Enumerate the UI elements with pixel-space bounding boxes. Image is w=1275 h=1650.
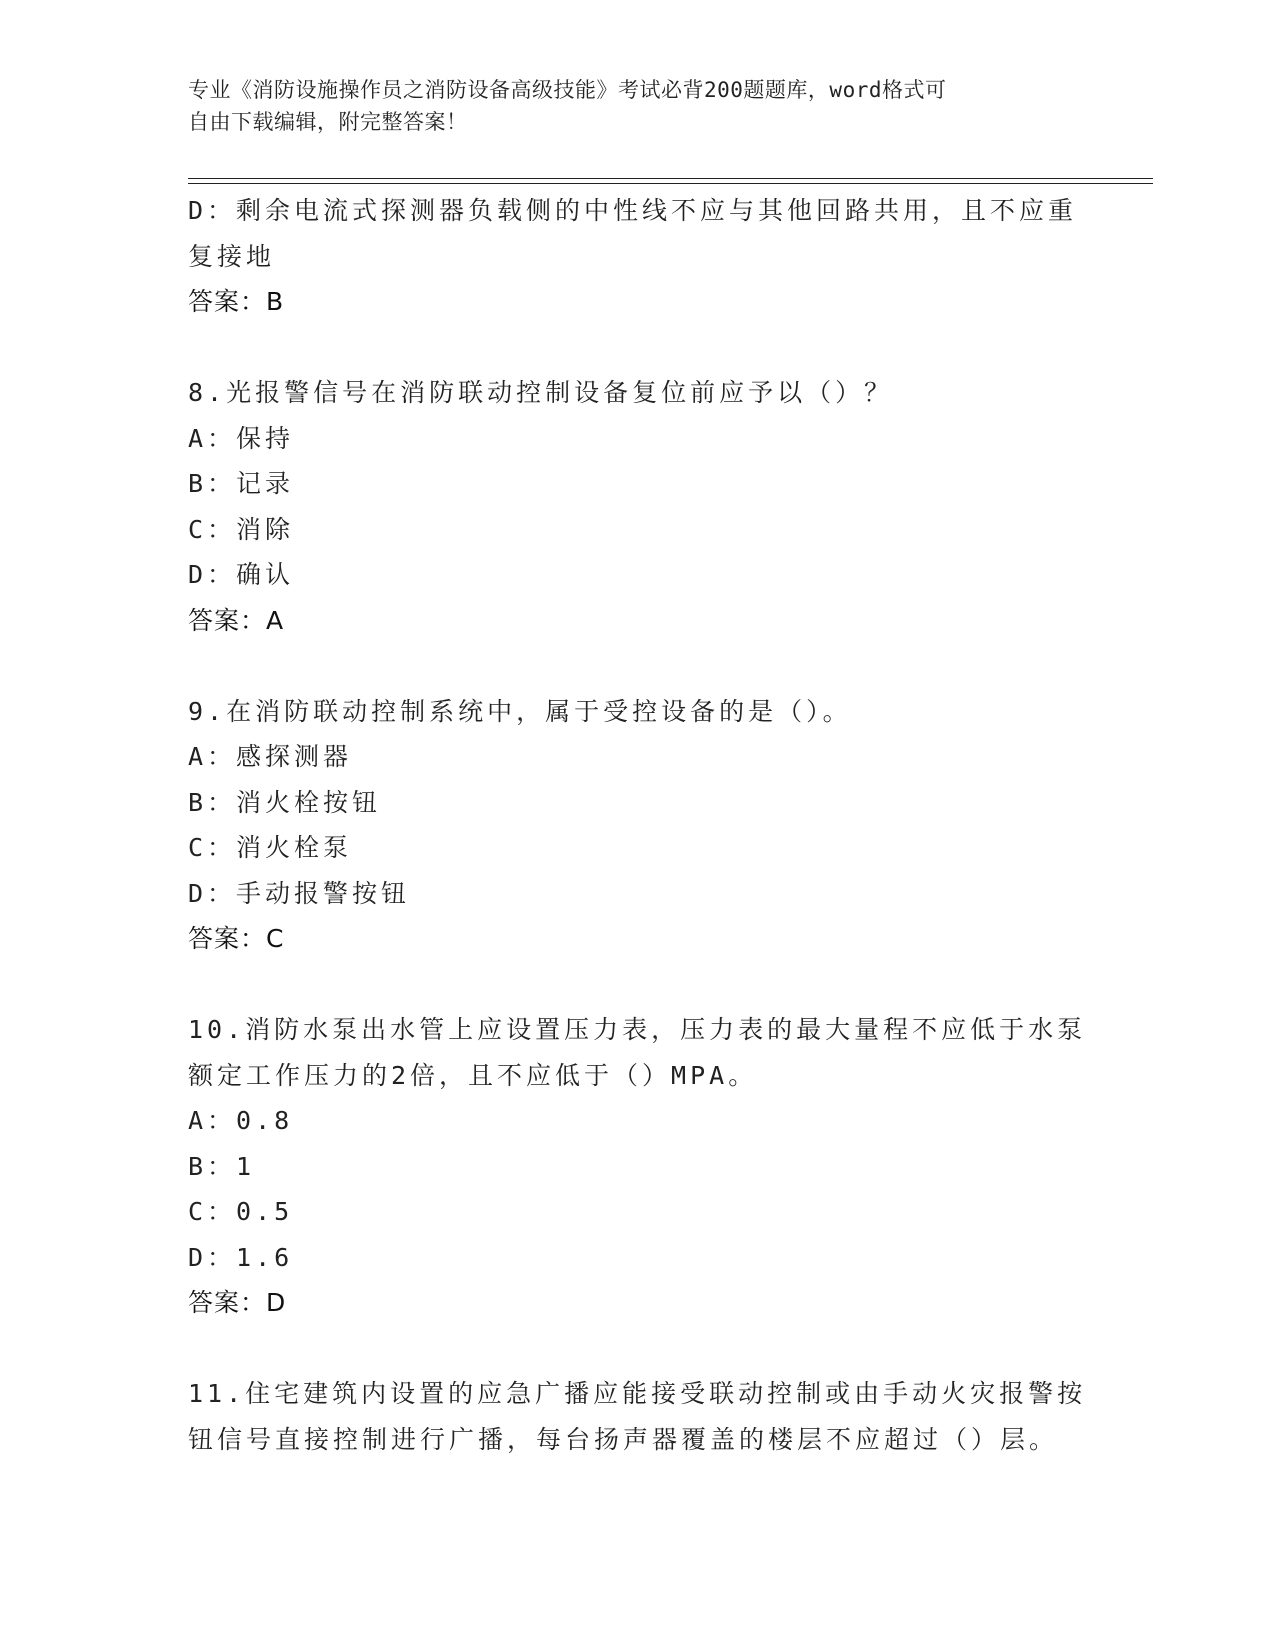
option-b: B：消火栓按钮 <box>188 787 382 817</box>
option-a: A：感探测器 <box>188 742 353 771</box>
answer-line: 答案：A <box>188 605 285 635</box>
answer-line: 答案：B <box>188 287 285 316</box>
option-d: D：剩余电流式探测器负载侧的中性线不应与其他回路共用，且不应重 <box>188 196 1078 225</box>
spacer <box>188 325 1088 371</box>
option-d: D：1.6 <box>188 1242 294 1272</box>
question-block-9 <box>188 689 1088 962</box>
header-line-2: 自由下载编辑，附完整答案！ <box>188 110 468 134</box>
question-block-10 <box>188 1007 1088 1326</box>
option-c: C：消火栓泵 <box>188 833 353 862</box>
answer-line: 答案：C <box>188 924 285 953</box>
question-text: 8.光报警信号在消防联动控制设备复位前应予以（）？ <box>188 378 894 407</box>
header-divider-top <box>188 178 1153 179</box>
option-d: D：确认 <box>188 560 295 589</box>
question-text-continued: 额定工作压力的2倍，且不应低于（）MPA。 <box>188 1060 758 1090</box>
option-a: A：保持 <box>188 423 295 453</box>
option-c: C：0.5 <box>188 1197 294 1226</box>
option-a: A：0.8 <box>188 1106 294 1135</box>
question-text: 10.消防水泵出水管上应设置压力表，压力表的最大量程不应低于水泵 <box>188 1015 1087 1044</box>
option-d-continued: 复接地 <box>188 241 276 271</box>
option-b: B：记录 <box>188 469 295 498</box>
question-text: 11.住宅建筑内设置的应急广播应能接受联动控制或由手动火灾报警按 <box>188 1379 1087 1408</box>
question-block-prev <box>188 188 1088 325</box>
spacer <box>188 962 1088 1008</box>
header-divider-bottom <box>188 183 1153 184</box>
answer-line: 答案：D <box>188 1288 287 1317</box>
option-c: C：消除 <box>188 514 295 544</box>
header-line-1: 专业《消防设施操作员之消防设备高级技能》考试必背200题题库，word格式可 <box>188 78 947 102</box>
spacer <box>188 1326 1088 1372</box>
question-text-continued: 钮信号直接控制进行广播，每台扬声器覆盖的楼层不应超过（）层。 <box>188 1424 1059 1454</box>
option-b: B：1 <box>188 1151 256 1181</box>
spacer <box>188 643 1088 689</box>
question-block-8 <box>188 370 1088 643</box>
option-d: D：手动报警按钮 <box>188 878 411 908</box>
question-list <box>188 188 1088 1462</box>
question-block-11 <box>188 1371 1088 1462</box>
question-text: 9.在消防联动控制系统中，属于受控设备的是（）。 <box>188 696 852 726</box>
document-header <box>188 74 1088 138</box>
